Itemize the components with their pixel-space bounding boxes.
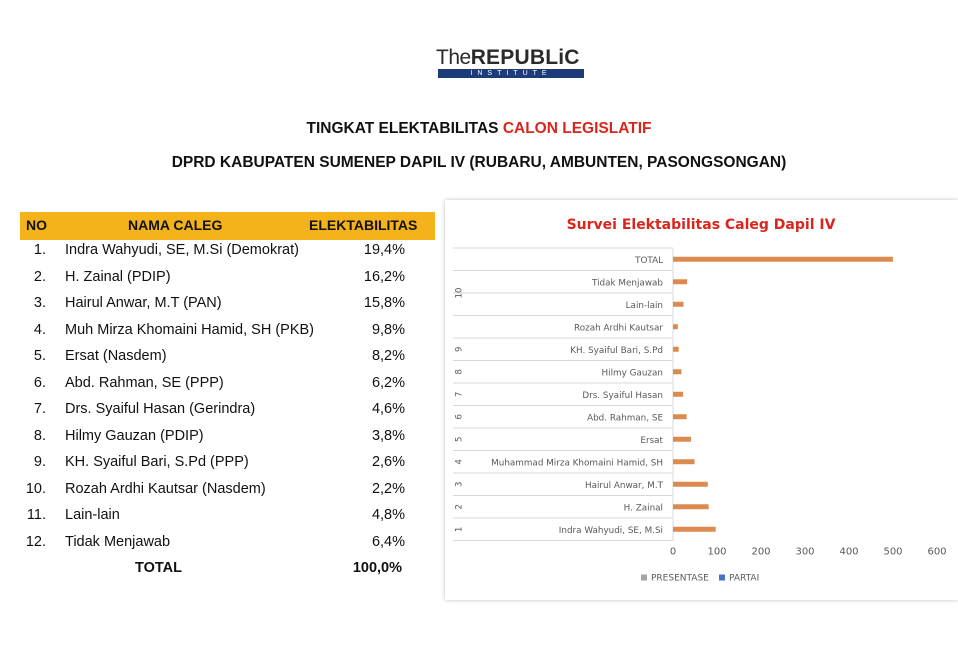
x-tick-label: 100 bbox=[707, 546, 727, 558]
row-value: 3,8% bbox=[371, 427, 405, 444]
logo-wordmark bbox=[436, 46, 586, 70]
bar bbox=[673, 437, 691, 442]
x-tick-label: 300 bbox=[795, 546, 815, 558]
group-label: 9 bbox=[454, 346, 465, 352]
group-label: 6 bbox=[454, 414, 465, 420]
row-name: KH. Syaiful Bari, S.Pd (PPP) bbox=[65, 454, 249, 470]
row-name: Tidak Menjawab bbox=[65, 533, 171, 550]
row-value: 19,4% bbox=[363, 242, 405, 258]
table-row bbox=[20, 322, 440, 348]
legend-label: PARTAI bbox=[729, 573, 760, 584]
row-name: Lain-lain bbox=[65, 507, 120, 523]
category-label: H. Zainal bbox=[623, 503, 663, 514]
table-row bbox=[20, 295, 440, 321]
row-no: 10. bbox=[25, 480, 46, 497]
logo-republic: REPUBLiC bbox=[470, 46, 580, 69]
category-label: Tidak Menjawab bbox=[592, 278, 663, 289]
bar bbox=[673, 347, 679, 352]
header-name: NAMA CALEG bbox=[128, 217, 223, 233]
republic-institute-logo bbox=[436, 46, 586, 78]
row-name: Ersat (Nasdem) bbox=[65, 348, 167, 364]
row-value: 4,8% bbox=[371, 507, 405, 523]
x-tick-label: 200 bbox=[751, 546, 771, 558]
bar bbox=[673, 482, 708, 487]
row-value: 2,6% bbox=[371, 454, 405, 470]
category-label: Ersat bbox=[640, 435, 663, 446]
bar-chart bbox=[445, 200, 958, 600]
chart-title: Survei Elektabilitas Caleg Dapil IV bbox=[566, 217, 836, 233]
x-tick-label: 0 bbox=[669, 546, 677, 558]
row-no: 2. bbox=[33, 268, 46, 285]
group-label: 8 bbox=[454, 369, 465, 375]
x-tick-label: 400 bbox=[839, 546, 859, 558]
bar bbox=[673, 527, 716, 532]
group-label: 7 bbox=[454, 391, 465, 397]
total-value: 100,0% bbox=[352, 560, 402, 576]
bar bbox=[673, 414, 687, 419]
legend-swatch bbox=[641, 575, 647, 581]
x-tick-label: 500 bbox=[883, 546, 903, 558]
row-name: Hilmy Gauzan (PDIP) bbox=[65, 427, 204, 444]
row-value: 2,2% bbox=[371, 480, 405, 497]
category-label: Indra Wahyudi, SE, M.Si bbox=[558, 525, 663, 536]
title-prefix: TINGKAT ELEKTABILITAS bbox=[306, 120, 499, 137]
x-tick-label: 600 bbox=[927, 546, 947, 558]
row-value: 9,8% bbox=[371, 321, 405, 338]
row-no: 8. bbox=[33, 427, 46, 444]
row-no: 12. bbox=[25, 533, 46, 550]
row-value: 16,2% bbox=[363, 268, 405, 285]
row-value: 6,4% bbox=[371, 533, 405, 550]
category-label: Abd. Rahman, SE bbox=[587, 413, 663, 424]
row-no: 5. bbox=[33, 348, 46, 364]
row-value: 6,2% bbox=[371, 374, 405, 391]
title-accent: CALON LEGISLATIF bbox=[502, 120, 652, 137]
total-label: TOTAL bbox=[135, 560, 182, 576]
bar bbox=[673, 279, 687, 284]
row-no: 9. bbox=[33, 454, 46, 470]
category-label: KH. Syaiful Bari, S.Pd bbox=[570, 345, 663, 356]
group-label: 3 bbox=[454, 481, 465, 487]
bar bbox=[673, 257, 893, 262]
row-name: H. Zainal (PDIP) bbox=[65, 268, 171, 285]
category-label: Lain-lain bbox=[625, 300, 663, 311]
table-row bbox=[20, 269, 440, 295]
group-label: 4 bbox=[454, 459, 465, 465]
legend-label: PRESENTASE bbox=[651, 573, 709, 584]
row-value: 8,2% bbox=[371, 348, 405, 364]
table-row bbox=[20, 348, 440, 374]
table-row bbox=[20, 507, 440, 533]
row-name: Muh Mirza Khomaini Hamid, SH (PKB) bbox=[65, 321, 314, 338]
bar bbox=[673, 392, 683, 397]
chart-panel bbox=[445, 200, 958, 600]
category-label: Hairul Anwar, M.T bbox=[584, 480, 663, 491]
category-label: TOTAL bbox=[635, 255, 663, 266]
logo-institute-bar: INSTITUTE bbox=[438, 69, 584, 78]
category-label: Muhammad Mirza Khomaini Hamid, SH bbox=[491, 458, 663, 469]
row-value: 15,8% bbox=[363, 295, 405, 311]
page-subtitle: DPRD KABUPATEN SUMENEP DAPIL IV (RUBARU, AMBUNTEN, PASONGSONGAN) bbox=[171, 154, 787, 171]
row-name: Rozah Ardhi Kautsar (Nasdem) bbox=[65, 480, 266, 497]
category-label: Hilmy Gauzan bbox=[601, 368, 663, 379]
row-name: Abd. Rahman, SE (PPP) bbox=[65, 374, 224, 391]
row-no: 1. bbox=[33, 242, 46, 258]
row-no: 3. bbox=[33, 295, 46, 311]
header-value: ELEKTABILITAS bbox=[309, 217, 418, 233]
row-no: 4. bbox=[33, 321, 46, 338]
table-row bbox=[20, 481, 440, 507]
table-row bbox=[20, 375, 440, 401]
row-name: Hairul Anwar, M.T (PAN) bbox=[65, 295, 222, 311]
row-no: 6. bbox=[33, 374, 46, 391]
category-label: Drs. Syaiful Hasan bbox=[582, 390, 663, 401]
group-label: 2 bbox=[454, 504, 465, 510]
row-no: 7. bbox=[33, 401, 46, 417]
group-label: 5 bbox=[454, 436, 465, 442]
table-header bbox=[20, 212, 435, 240]
table-row bbox=[20, 454, 440, 480]
table-row bbox=[20, 428, 440, 454]
row-name: Drs. Syaiful Hasan (Gerindra) bbox=[65, 401, 256, 417]
row-value: 4,6% bbox=[371, 401, 405, 417]
bar bbox=[673, 369, 681, 374]
table-row bbox=[20, 534, 440, 560]
logo-the: The bbox=[436, 46, 471, 69]
header-no: NO bbox=[26, 217, 47, 233]
bar bbox=[673, 504, 709, 509]
bar bbox=[673, 302, 684, 307]
category-label: Rozah Ardhi Kautsar bbox=[574, 323, 663, 334]
page-title bbox=[0, 120, 958, 138]
group-label: 10 bbox=[454, 287, 465, 299]
table-row bbox=[20, 242, 440, 268]
table-row bbox=[20, 401, 440, 427]
group-label: 1 bbox=[454, 526, 465, 532]
row-no: 11. bbox=[26, 507, 46, 523]
legend-swatch bbox=[719, 575, 725, 581]
bar bbox=[673, 459, 695, 464]
bar bbox=[673, 324, 678, 329]
row-name: Indra Wahyudi, SE, M.Si (Demokrat) bbox=[65, 242, 299, 258]
